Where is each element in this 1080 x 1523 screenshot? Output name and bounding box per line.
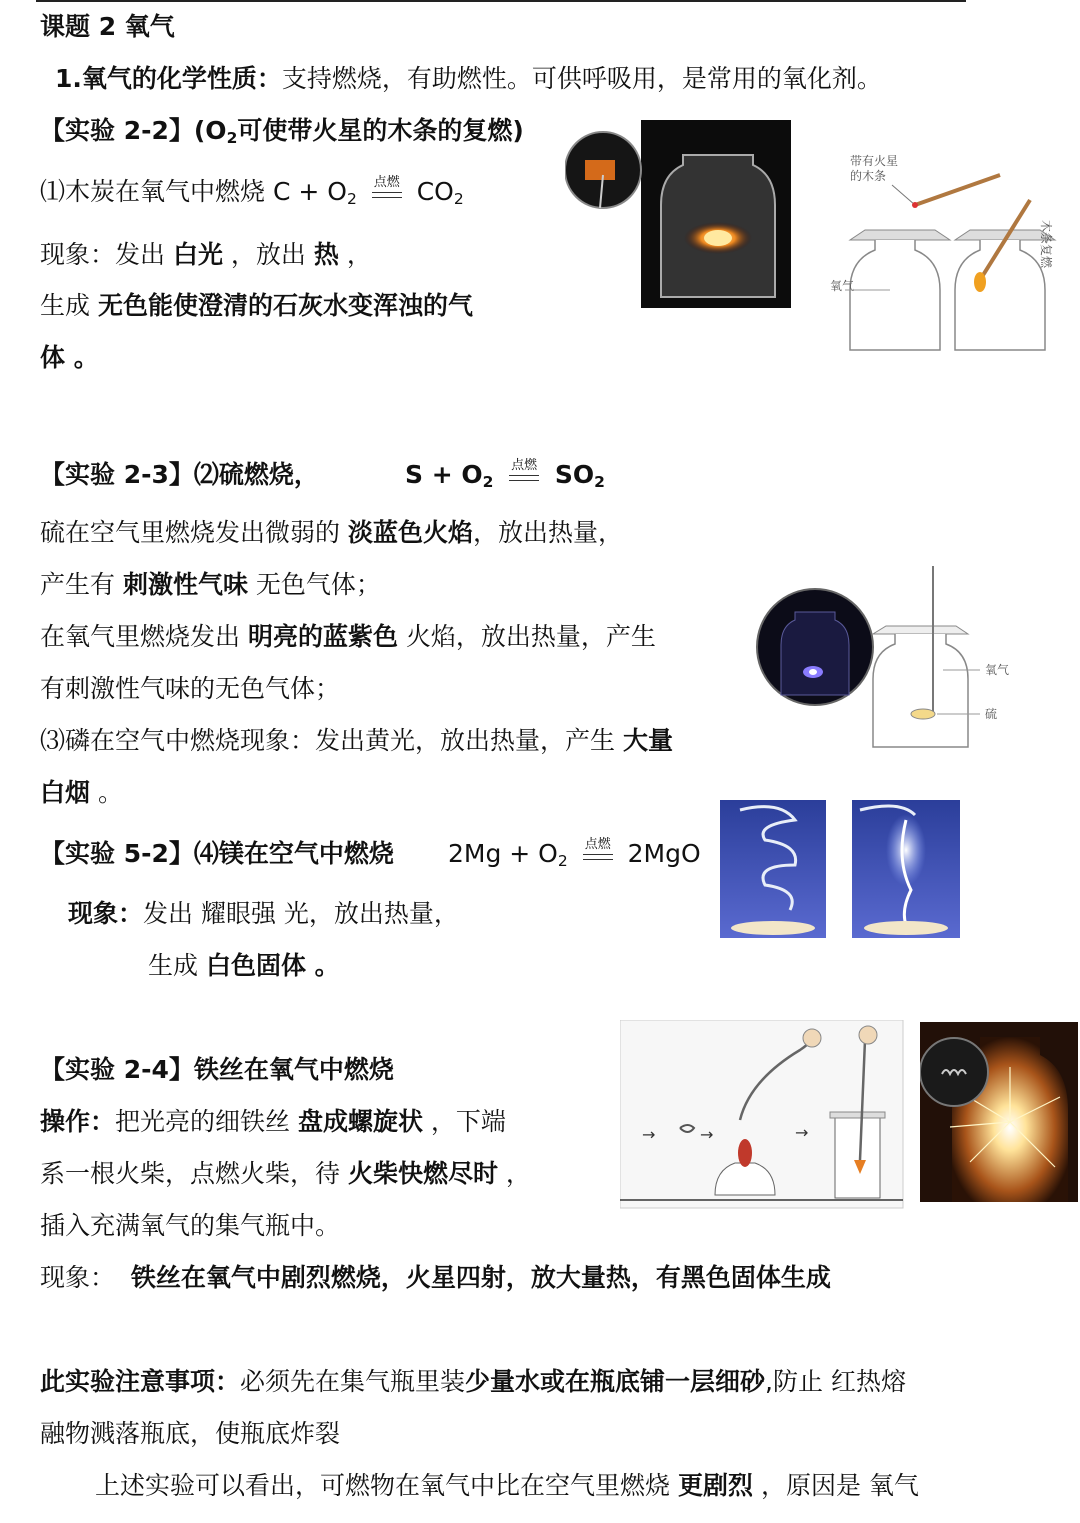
- eq-bar: [583, 859, 613, 860]
- oxy1-b: 明亮的蓝紫色: [247, 622, 398, 651]
- gen-text2: 体: [40, 343, 66, 372]
- exp23-item: ⑵硫燃烧，: [193, 460, 319, 489]
- eq-bar: [372, 192, 402, 193]
- gen-text1: 无色能使澄清的石灰水变浑浊的气: [97, 291, 473, 320]
- sulfur-oxygen-line2: 有刺激性气味的无色气体；: [40, 674, 341, 703]
- exp24-heading: [40, 1053, 394, 1087]
- gen-end: 。: [305, 951, 340, 980]
- condition-label: 点燃: [511, 458, 538, 473]
- phosphorus-line2: [40, 776, 123, 810]
- exp52-eq-left: 2Mg + O: [448, 839, 558, 868]
- oxy1-c: 火焰，放出热量，产生: [397, 622, 656, 651]
- conclusion-b: 氧气中比在空气: [420, 1471, 596, 1500]
- iron-wire-procedure-diagram: [620, 1020, 905, 1210]
- exp23-tag: 【实验 2-3】: [40, 460, 194, 489]
- phosphorus-line1: [40, 724, 673, 758]
- exp24-operation-line3: 插入充满氧气的集气瓶中。: [40, 1211, 341, 1240]
- exp52-equation: [448, 837, 701, 878]
- exp22-product: CO: [416, 177, 454, 206]
- exp24-tag: 【实验 2-4】: [40, 1055, 194, 1084]
- eq-bar: [509, 480, 539, 481]
- exp23-heading: [40, 458, 319, 492]
- exp23-eq-left: S + O: [405, 460, 483, 489]
- exp22-product-line2: [40, 341, 99, 375]
- exp52-item: ⑷镁在空气中燃烧: [193, 839, 394, 868]
- exp22-product-sub: 2: [453, 189, 464, 208]
- svg-text:→: →: [642, 1125, 656, 1144]
- air1-b: 淡蓝色火焰: [347, 518, 473, 547]
- phen-light: 白光: [172, 240, 223, 269]
- air1-a: 硫在空气里燃烧发出微弱的: [40, 518, 348, 547]
- phen-heat: 热: [313, 240, 339, 269]
- op1-c: ，下端: [422, 1107, 506, 1136]
- eq-bar: [583, 854, 613, 855]
- sulfur-label: 硫: [985, 707, 998, 721]
- eq-bar: [509, 475, 539, 476]
- exp24-operation-line1: [40, 1105, 506, 1139]
- condition-label: 点燃: [373, 175, 400, 190]
- magnesium-burning-photos: [720, 800, 965, 940]
- exp23-product: SO: [554, 460, 595, 489]
- notes-t3: ,防止 红热熔: [765, 1367, 906, 1396]
- iron-wire-burning-photo: [920, 1022, 1080, 1204]
- stick-label-1: 带有火星: [850, 154, 899, 168]
- eq-bar: [372, 197, 402, 198]
- gen-end: 。: [65, 343, 99, 372]
- air2-a: 产生有: [40, 570, 123, 599]
- svg-text:→: →: [700, 1125, 714, 1144]
- exp22-note-rest: 可使带火星的木条的复燃): [237, 116, 524, 145]
- exp52-o-sub: 2: [557, 851, 568, 870]
- stick-label-2: 的木条: [850, 169, 887, 183]
- exp52-phenomenon: [68, 897, 459, 931]
- conclusion-c: 里燃烧: [595, 1471, 678, 1500]
- exp52-product-line: [148, 949, 340, 983]
- gen-label: 生成: [40, 291, 98, 320]
- sulfur-oxygen-line1: [40, 620, 656, 654]
- op1-b: 盘成螺旋状: [297, 1107, 423, 1136]
- exp24-phenomenon: [40, 1261, 831, 1295]
- exp22-equation: [40, 175, 464, 216]
- wood-stick-rekindle-diagram: [820, 150, 1060, 360]
- svg-text:→: →: [795, 1123, 809, 1142]
- conclusion-e: ，原因是 氧气: [753, 1471, 919, 1500]
- rekindle-label: 木条复燃: [1039, 220, 1053, 269]
- exp22-note-sub: 2: [226, 128, 238, 147]
- exp22-heading: [40, 114, 524, 155]
- op2-c: ，: [497, 1159, 531, 1188]
- gas-label: 氧气: [985, 663, 1010, 677]
- experiment-notes-line2: 融物溅落瓶底，使瓶底炸裂: [40, 1419, 341, 1448]
- exp23-o-sub: 2: [482, 472, 494, 491]
- exp23-product-sub: 2: [594, 472, 605, 491]
- op-label: 操作：: [40, 1107, 116, 1136]
- phen-text: 发出 耀眼强 光，放出热量，: [143, 899, 459, 928]
- phen-label: 现象：: [40, 1263, 116, 1292]
- exp52-product: 2MgO: [627, 839, 701, 868]
- p2-a: 白烟: [40, 778, 91, 807]
- section1-label: 1.氧气的化学性质：: [55, 64, 282, 93]
- notes-t2: 少量水或在瓶底铺一层细砂: [465, 1367, 766, 1396]
- phen-label: 现象：发出: [40, 240, 173, 269]
- gen-bold: 白色固体: [205, 951, 306, 980]
- air2-b: 刺激性气味: [122, 570, 248, 599]
- op1-a: 把光亮的细铁丝: [115, 1107, 298, 1136]
- air1-c: ，放出热量，: [472, 518, 623, 547]
- phen-mid: ，放出: [222, 240, 314, 269]
- exp22-tag: 【实验 2-2】: [40, 116, 194, 145]
- sulfur-burning-diagram: [755, 562, 1025, 757]
- sulfur-air-line2: [40, 568, 381, 602]
- condition-label: 点燃: [584, 837, 611, 852]
- exp52-heading: [40, 837, 394, 871]
- exp24-title: 铁丝在氧气中燃烧: [193, 1055, 394, 1084]
- p2-b: 。: [90, 778, 123, 807]
- gen-label: 生成: [148, 951, 206, 980]
- exp52-tag: 【实验 5-2】: [40, 839, 194, 868]
- exp22-item: ⑴木炭在氧气中燃烧 C + O: [40, 177, 347, 206]
- reaction-condition: [506, 458, 542, 491]
- oxygen-chemical-properties: [55, 62, 882, 96]
- gas-label: 氧气: [830, 279, 855, 293]
- phen-text: 铁丝在氧气中剧烈燃烧，火星四射，放大量热，有黑色固体生成: [130, 1263, 831, 1292]
- conclusion-d: 更剧烈: [677, 1471, 753, 1500]
- exp23-equation: [405, 458, 605, 499]
- phen-end: ，: [338, 240, 372, 269]
- oxy1-a: 在氧气里燃烧发出: [40, 622, 248, 651]
- p1-b: 大量: [622, 726, 673, 755]
- lesson-title: 课题 2 氧气: [40, 12, 175, 41]
- conclusion-a: 上述实验可以看出，可燃物在: [95, 1471, 421, 1500]
- exp24-operation-line2: [40, 1157, 531, 1191]
- exp22-phenomenon: [40, 238, 372, 272]
- exp22-o-sub: 2: [346, 189, 357, 208]
- notes-t1: 必须先在集气瓶里装: [240, 1367, 466, 1396]
- p1-a: ⑶磷在空气中燃烧现象：发出黄光，放出热量，产生: [40, 726, 623, 755]
- op2-a: 系一根火柴，点燃火柴，待: [40, 1159, 348, 1188]
- section1-text: 支持燃烧，有助燃性。可供呼吸用，是常用的氧化剂。: [281, 64, 882, 93]
- conclusion: [95, 1469, 919, 1503]
- phen-label: 现象：: [68, 899, 144, 928]
- experiment-notes-line1: [40, 1365, 906, 1399]
- reaction-condition: [369, 175, 405, 208]
- sulfur-air-line1: [40, 516, 623, 550]
- air2-c: 无色气体；: [247, 570, 381, 599]
- top-rule: [36, 0, 966, 2]
- reaction-condition: [580, 837, 616, 870]
- exp22-product-line: [40, 289, 473, 323]
- notes-label: 此实验注意事项：: [40, 1367, 241, 1396]
- charcoal-burning-photo: [565, 120, 795, 310]
- exp22-note-open: (O: [193, 116, 227, 145]
- op2-b: 火柴快燃尽时: [347, 1159, 498, 1188]
